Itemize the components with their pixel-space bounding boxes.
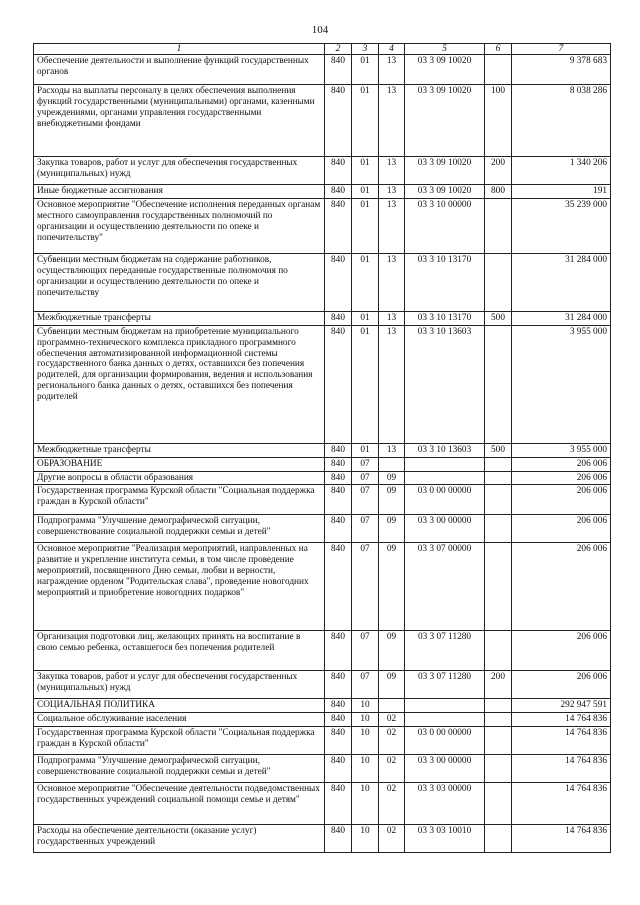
row-gr: 840	[325, 755, 352, 783]
row-name: Иные бюджетные ассигнования	[34, 185, 325, 199]
row-sum: 14 764 836	[512, 825, 611, 853]
table-row	[34, 671, 611, 699]
row-sum: 206 006	[512, 485, 611, 515]
row-csr	[405, 699, 485, 713]
row-csr: 03 0 00 00000	[405, 727, 485, 755]
row-pr: 13	[379, 325, 405, 443]
row-name: Субвенции местным бюджетам на приобретение муниципального программно-технического комплекса прикладного программного обеспечения автоматизированной информационной системы государственного банка данных о детях, оставшихся без попечения родителей, для организации формирования, ведения и использования регионального банка данных о детях, оставшихся без попечения родителей	[34, 325, 325, 443]
row-pr	[379, 699, 405, 713]
table-row	[34, 185, 611, 199]
row-sum: 191	[512, 185, 611, 199]
row-vr	[485, 325, 512, 443]
row-pr: 13	[379, 443, 405, 457]
row-sum: 31 284 000	[512, 253, 611, 311]
row-name: Субвенции местным бюджетам на содержание работников, осуществляющих переданные государственные полномочия по организации и осуществлению деятельности по опеке и попечительству	[34, 253, 325, 311]
row-gr: 840	[325, 311, 352, 325]
column-number: 2	[325, 44, 352, 55]
row-csr: 03 3 00 00000	[405, 755, 485, 783]
row-gr: 840	[325, 253, 352, 311]
row-csr	[405, 457, 485, 471]
row-pr: 09	[379, 671, 405, 699]
row-csr	[405, 471, 485, 485]
row-gr: 840	[325, 443, 352, 457]
row-pr: 09	[379, 485, 405, 515]
table-row	[34, 699, 611, 713]
table-row	[34, 485, 611, 515]
row-sum: 8 038 286	[512, 85, 611, 157]
row-name: Социальное обслуживание населения	[34, 713, 325, 727]
row-rz: 07	[352, 631, 379, 671]
row-sum: 206 006	[512, 457, 611, 471]
table-row	[34, 55, 611, 85]
row-sum: 35 239 000	[512, 198, 611, 253]
row-vr	[485, 198, 512, 253]
row-vr	[485, 783, 512, 825]
table-row	[34, 515, 611, 543]
row-name: Обеспечение деятельности и выполнение функций государственных органов	[34, 55, 325, 85]
row-gr: 840	[325, 727, 352, 755]
row-gr: 840	[325, 699, 352, 713]
row-pr: 09	[379, 515, 405, 543]
row-vr	[485, 631, 512, 671]
row-csr: 03 3 07 00000	[405, 543, 485, 631]
row-pr: 02	[379, 713, 405, 727]
row-gr: 840	[325, 543, 352, 631]
row-sum: 206 006	[512, 515, 611, 543]
row-rz: 10	[352, 699, 379, 713]
row-vr	[485, 543, 512, 631]
row-name: Государственная программа Курской области "Социальная поддержка граждан в Курской области"	[34, 727, 325, 755]
row-csr: 03 3 07 11280	[405, 671, 485, 699]
row-csr: 03 3 10 00000	[405, 198, 485, 253]
table-row	[34, 727, 611, 755]
row-sum: 292 947 591	[512, 699, 611, 713]
row-vr	[485, 471, 512, 485]
row-vr	[485, 727, 512, 755]
row-rz: 01	[352, 311, 379, 325]
row-vr	[485, 699, 512, 713]
row-pr: 13	[379, 55, 405, 85]
row-csr: 03 3 10 13170	[405, 311, 485, 325]
row-name: Расходы на обеспечение деятельности (оказание услуг) государственных учреждений	[34, 825, 325, 853]
row-name: Подпрограмма "Улучшение демографической ситуации, совершенствование социальной поддержки семьи и детей"	[34, 755, 325, 783]
row-vr	[485, 755, 512, 783]
row-gr: 840	[325, 783, 352, 825]
row-gr: 840	[325, 325, 352, 443]
row-name: Межбюджетные трансферты	[34, 443, 325, 457]
row-vr	[485, 457, 512, 471]
row-name: Закупка товаров, работ и услуг для обеспечения государственных (муниципальных) нужд	[34, 157, 325, 185]
row-gr: 840	[325, 85, 352, 157]
table-row	[34, 198, 611, 253]
row-pr: 13	[379, 157, 405, 185]
row-vr	[485, 515, 512, 543]
row-sum: 31 284 000	[512, 311, 611, 325]
row-name: СОЦИАЛЬНАЯ ПОЛИТИКА	[34, 699, 325, 713]
row-csr: 03 0 00 00000	[405, 485, 485, 515]
row-name: Основное мероприятие "Реализация мероприятий, направленных на развитие и укрепление института семьи, в том числе проведение мероприятий, посвященного Дню семьи, любви и верности, награждение орденом "Родительская слава", проведение новогодних мероприятий и приобретение новогодних подарков"	[34, 543, 325, 631]
row-rz: 01	[352, 253, 379, 311]
row-gr: 840	[325, 671, 352, 699]
row-csr: 03 3 09 10020	[405, 185, 485, 199]
row-vr: 200	[485, 671, 512, 699]
row-name: Основное мероприятие "Обеспечение деятельности подведомственных государственных учреждений социальной помощи семье и детям"	[34, 783, 325, 825]
row-rz: 07	[352, 671, 379, 699]
row-rz: 01	[352, 443, 379, 457]
row-sum: 3 955 000	[512, 325, 611, 443]
row-csr: 03 3 09 10020	[405, 55, 485, 85]
row-rz: 10	[352, 825, 379, 853]
row-name: Государственная программа Курской области "Социальная поддержка граждан в Курской области"	[34, 485, 325, 515]
row-vr: 500	[485, 311, 512, 325]
row-gr: 840	[325, 631, 352, 671]
table-row	[34, 825, 611, 853]
row-rz: 10	[352, 755, 379, 783]
row-rz: 07	[352, 471, 379, 485]
row-csr: 03 3 09 10020	[405, 157, 485, 185]
row-pr	[379, 457, 405, 471]
row-csr	[405, 713, 485, 727]
row-csr: 03 3 09 10020	[405, 85, 485, 157]
row-gr: 840	[325, 55, 352, 85]
row-pr: 13	[379, 185, 405, 199]
row-vr: 500	[485, 443, 512, 457]
table-row	[34, 443, 611, 457]
row-vr	[485, 485, 512, 515]
table-row	[34, 157, 611, 185]
row-csr: 03 3 00 00000	[405, 515, 485, 543]
table-row	[34, 713, 611, 727]
row-pr: 13	[379, 198, 405, 253]
row-csr: 03 3 10 13603	[405, 443, 485, 457]
row-gr: 840	[325, 457, 352, 471]
row-gr: 840	[325, 471, 352, 485]
row-vr: 100	[485, 85, 512, 157]
row-pr: 02	[379, 825, 405, 853]
column-number: 1	[34, 44, 325, 55]
row-sum: 206 006	[512, 631, 611, 671]
column-number: 4	[379, 44, 405, 55]
row-pr: 02	[379, 783, 405, 825]
table-row	[34, 543, 611, 631]
row-name: Расходы на выплаты персоналу в целях обеспечения выполнения функций государственными (муниципальными) органами, казенными учреждениями, органами управления государственными внебюджетными фондами	[34, 85, 325, 157]
row-vr	[485, 825, 512, 853]
row-rz: 01	[352, 325, 379, 443]
table-row	[34, 631, 611, 671]
row-gr: 840	[325, 185, 352, 199]
table-row	[34, 783, 611, 825]
table-row	[34, 85, 611, 157]
row-name: ОБРАЗОВАНИЕ	[34, 457, 325, 471]
row-rz: 01	[352, 55, 379, 85]
row-name: Межбюджетные трансферты	[34, 311, 325, 325]
row-vr	[485, 253, 512, 311]
table-row	[34, 311, 611, 325]
table-row	[34, 755, 611, 783]
row-gr: 840	[325, 198, 352, 253]
row-sum: 3 955 000	[512, 443, 611, 457]
row-name: Организация подготовки лиц, желающих принять на воспитание в свою семью ребенка, оставшегося без попечения родителей	[34, 631, 325, 671]
row-name: Другие вопросы в области образования	[34, 471, 325, 485]
row-csr: 03 3 07 11280	[405, 631, 485, 671]
row-pr: 02	[379, 727, 405, 755]
row-rz: 07	[352, 543, 379, 631]
row-sum: 206 006	[512, 471, 611, 485]
column-number: 5	[405, 44, 485, 55]
row-rz: 10	[352, 727, 379, 755]
row-name: Основное мероприятие "Обеспечение исполнения переданных органам местного самоуправления государственных полномочий по организации и осуществлению деятельности по опеке и попечительству"	[34, 198, 325, 253]
row-vr	[485, 713, 512, 727]
row-sum: 14 764 836	[512, 727, 611, 755]
row-sum: 9 378 683	[512, 55, 611, 85]
row-rz: 10	[352, 713, 379, 727]
row-rz: 01	[352, 185, 379, 199]
table-row	[34, 253, 611, 311]
row-vr	[485, 55, 512, 85]
row-csr: 03 3 03 10010	[405, 825, 485, 853]
row-pr: 09	[379, 543, 405, 631]
row-pr: 02	[379, 755, 405, 783]
page-number: 104	[311, 24, 329, 36]
row-pr: 13	[379, 311, 405, 325]
row-gr: 840	[325, 157, 352, 185]
row-name: Подпрограмма "Улучшение демографической ситуации, совершенствование социальной поддержки семьи и детей"	[34, 515, 325, 543]
row-gr: 840	[325, 515, 352, 543]
row-gr: 840	[325, 825, 352, 853]
row-rz: 07	[352, 485, 379, 515]
table-row	[34, 325, 611, 443]
row-csr: 03 3 10 13170	[405, 253, 485, 311]
row-sum: 1 340 206	[512, 157, 611, 185]
row-csr: 03 3 10 13603	[405, 325, 485, 443]
row-csr: 03 3 03 00000	[405, 783, 485, 825]
row-rz: 01	[352, 85, 379, 157]
table-row	[34, 471, 611, 485]
row-rz: 10	[352, 783, 379, 825]
row-name: Закупка товаров, работ и услуг для обеспечения государственных (муниципальных) нужд	[34, 671, 325, 699]
row-pr: 09	[379, 631, 405, 671]
row-sum: 14 764 836	[512, 783, 611, 825]
table-row	[34, 457, 611, 471]
row-gr: 840	[325, 713, 352, 727]
column-number: 6	[485, 44, 512, 55]
row-sum: 206 006	[512, 543, 611, 631]
row-vr: 200	[485, 157, 512, 185]
row-rz: 01	[352, 157, 379, 185]
row-pr: 09	[379, 471, 405, 485]
row-vr: 800	[485, 185, 512, 199]
row-sum: 14 764 836	[512, 713, 611, 727]
row-pr: 13	[379, 85, 405, 157]
row-gr: 840	[325, 485, 352, 515]
budget-table	[33, 43, 611, 853]
row-sum: 206 006	[512, 671, 611, 699]
column-number: 7	[512, 44, 611, 55]
column-number-row	[34, 44, 611, 55]
row-rz: 01	[352, 198, 379, 253]
row-sum: 14 764 836	[512, 755, 611, 783]
row-rz: 07	[352, 457, 379, 471]
row-pr: 13	[379, 253, 405, 311]
row-rz: 07	[352, 515, 379, 543]
column-number: 3	[352, 44, 379, 55]
